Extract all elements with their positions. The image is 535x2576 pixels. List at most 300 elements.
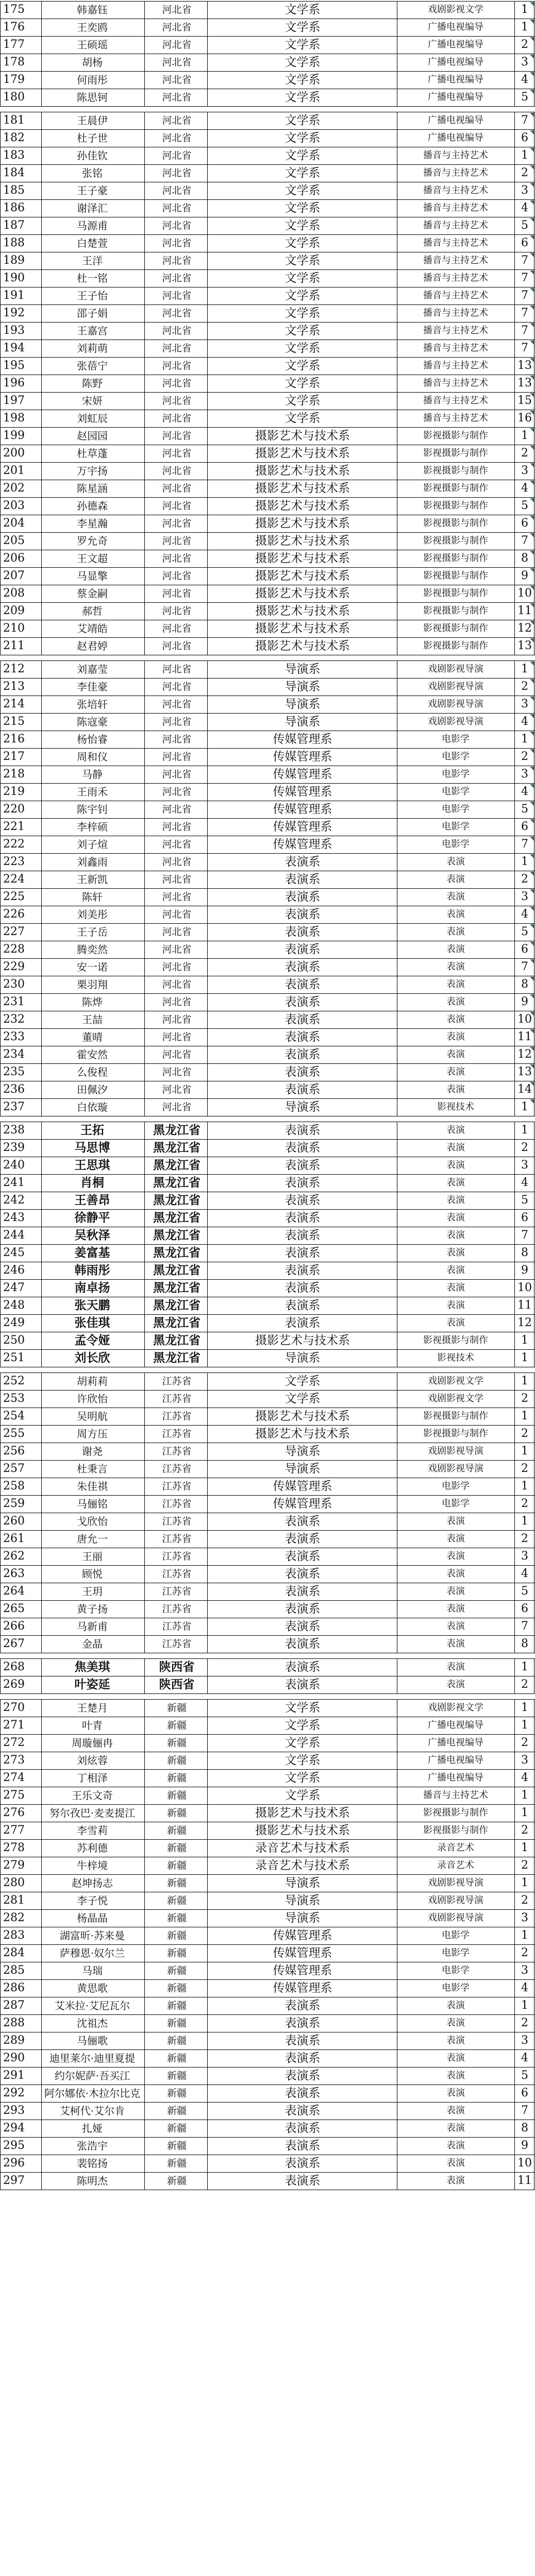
column-divider (144, 1279, 145, 1297)
column-divider (514, 445, 515, 462)
cell-marker-icon (530, 679, 534, 683)
cell-marker-icon (530, 130, 534, 134)
row-number-cell: 279 (3, 1859, 25, 1872)
row-number-cell: 195 (3, 359, 25, 372)
column-divider (514, 1676, 515, 1693)
column-divider (144, 1600, 145, 1618)
rank-cell: 13 (517, 1065, 532, 1078)
column-divider (41, 1769, 42, 1787)
department-cell: 表演系 (285, 1620, 321, 1633)
cell-marker-icon (530, 1012, 534, 1016)
table-row (0, 2049, 535, 2067)
department-cell: 表演系 (285, 1567, 321, 1581)
department-cell: 表演系 (285, 1602, 321, 1616)
department-cell: 导演系 (285, 1100, 321, 1114)
column-divider (144, 1734, 145, 1752)
column-divider (41, 2102, 42, 2120)
column-divider (41, 357, 42, 375)
major-cell: 表演 (446, 961, 465, 972)
row-number-cell: 196 (3, 377, 25, 389)
major-cell: 播音与主持艺术 (423, 343, 488, 353)
row-number-cell: 177 (3, 38, 25, 51)
column-divider (514, 2172, 515, 2190)
column-divider (514, 585, 515, 602)
column-divider (144, 462, 145, 480)
department-cell: 摄影艺术与技术系 (255, 1824, 350, 1837)
table-row (0, 1478, 535, 1495)
column-divider (207, 1063, 208, 1081)
major-cell: 电影学 (442, 804, 470, 815)
column-divider (41, 941, 42, 958)
province-cell: 河北省 (162, 1084, 192, 1095)
row-number-cell: 274 (3, 1771, 25, 1784)
column-divider (207, 497, 208, 515)
column-divider (0, 1787, 1, 1804)
column-divider (41, 1122, 42, 1139)
department-cell: 导演系 (285, 1894, 321, 1907)
column-divider (514, 375, 515, 392)
column-divider (41, 906, 42, 923)
table-row (0, 1425, 535, 1443)
province-cell: 新疆 (166, 2140, 187, 2151)
rank-cell: 10 (517, 1013, 532, 1026)
column-divider (41, 164, 42, 182)
major-cell: 表演 (446, 2035, 465, 2046)
student-name-cell: 周方压 (77, 1428, 108, 1440)
rank-cell: 2 (521, 1859, 528, 1872)
department-cell: 表演系 (285, 855, 321, 869)
column-divider (41, 2014, 42, 2032)
student-name-cell: 阿尔娜依·木拉尔比克 (44, 2087, 141, 2099)
column-divider (514, 1752, 515, 1769)
table-row (0, 2137, 535, 2155)
rank-cell: 4 (521, 73, 528, 86)
rank-cell: 11 (517, 1030, 532, 1043)
column-divider (207, 731, 208, 748)
table-row (0, 2084, 535, 2102)
column-divider (0, 1192, 1, 1209)
row-number-cell: 242 (3, 1194, 25, 1207)
column-divider (0, 1028, 1, 1046)
column-divider (0, 112, 1, 129)
rank-cell: 5 (521, 2069, 528, 2082)
cell-marker-icon (530, 662, 534, 666)
major-cell: 戏剧影视文学 (428, 1393, 483, 1404)
row-number-cell: 203 (3, 499, 25, 512)
column-divider (0, 410, 1, 427)
province-cell: 河北省 (162, 39, 192, 50)
province-cell: 河北省 (162, 465, 192, 477)
row-number-cell: 277 (3, 1824, 25, 1837)
rank-cell: 12 (517, 1048, 532, 1061)
column-divider (207, 976, 208, 993)
column-divider (207, 818, 208, 836)
department-cell: 表演系 (285, 1660, 321, 1674)
rank-cell: 5 (521, 499, 528, 512)
row-number-cell: 232 (3, 1013, 25, 1026)
student-name-cell: 陈思钶 (77, 91, 108, 104)
column-divider (207, 1262, 208, 1279)
column-divider (144, 322, 145, 340)
table-row (0, 585, 535, 602)
column-divider (514, 1046, 515, 1063)
column-divider (144, 1122, 145, 1139)
cell-marker-icon (530, 837, 534, 841)
table-row (0, 1892, 535, 1909)
column-divider (514, 1460, 515, 1478)
cell-marker-icon (530, 802, 534, 806)
column-divider (41, 54, 42, 71)
cell-marker-icon (530, 481, 534, 485)
student-name-cell: 蔡金嗣 (77, 587, 108, 600)
province-cell: 黑龙江省 (153, 1123, 200, 1137)
province-cell: 河北省 (162, 751, 192, 762)
student-name-cell: 周和仪 (77, 751, 108, 763)
table-row (0, 766, 535, 783)
province-cell: 河北省 (162, 874, 192, 885)
table-row (0, 1839, 535, 1857)
column-divider (514, 234, 515, 252)
major-cell: 广播电视编导 (428, 132, 483, 143)
table-row (0, 1244, 535, 1262)
column-divider (41, 71, 42, 89)
column-divider (207, 620, 208, 637)
column-divider (144, 1495, 145, 1513)
column-divider (514, 1332, 515, 1349)
rank-cell: 1 (521, 855, 528, 868)
student-name-cell: 马新甫 (77, 1620, 108, 1633)
major-cell: 戏剧影视导演 (428, 1877, 483, 1888)
student-name-cell: 李梓硕 (77, 821, 108, 833)
rank-cell: 7 (521, 307, 528, 319)
table-row (0, 340, 535, 357)
column-divider (207, 1979, 208, 1997)
row-number-cell: 263 (3, 1567, 25, 1580)
column-divider (41, 1063, 42, 1081)
column-divider (144, 1565, 145, 1583)
cell-marker-icon (530, 446, 534, 450)
major-cell: 影视摄影与制作 (423, 518, 488, 529)
row-number-cell: 245 (3, 1246, 25, 1259)
table-row (0, 322, 535, 340)
major-cell: 电影学 (442, 839, 470, 850)
rank-cell: 1 (521, 1480, 528, 1493)
province-cell: 河北省 (162, 535, 192, 547)
column-divider (41, 375, 42, 392)
column-divider (0, 340, 1, 357)
column-divider (0, 1081, 1, 1098)
column-divider (144, 1192, 145, 1209)
student-name-cell: 王子豪 (77, 184, 108, 197)
major-cell: 电影学 (442, 1481, 470, 1492)
cell-marker-icon (530, 516, 534, 520)
column-divider (41, 1944, 42, 1962)
column-divider (144, 1332, 145, 1349)
column-divider (41, 2032, 42, 2049)
column-divider (207, 836, 208, 853)
column-divider (207, 1, 208, 19)
province-cell: 江苏省 (162, 1621, 192, 1632)
column-divider (514, 1979, 515, 1997)
column-divider (0, 818, 1, 836)
column-divider (514, 1297, 515, 1314)
cell-marker-icon (530, 341, 534, 345)
column-divider (41, 2155, 42, 2172)
rank-cell: 8 (521, 1637, 528, 1650)
student-name-cell: 艾米拉·艾尼瓦尔 (54, 1999, 130, 2012)
department-cell: 表演系 (285, 1246, 321, 1260)
province-cell: 河北省 (162, 343, 192, 354)
student-name-cell: 湖富昕·苏来曼 (59, 1929, 125, 1942)
table-row (0, 1927, 535, 1944)
column-divider (514, 801, 515, 818)
column-divider (144, 2049, 145, 2067)
major-cell: 播音与主持艺术 (423, 273, 488, 283)
column-divider (514, 1734, 515, 1752)
province-cell: 河北省 (162, 570, 192, 582)
column-divider (207, 269, 208, 287)
table-row (0, 1769, 535, 1787)
cell-marker-icon (530, 603, 534, 607)
column-divider (207, 660, 208, 678)
major-cell: 电影学 (442, 1982, 470, 1993)
table-row (0, 445, 535, 462)
column-divider (0, 2049, 1, 2067)
column-divider (207, 871, 208, 888)
column-divider (144, 54, 145, 71)
rank-cell: 5 (521, 219, 528, 232)
department-cell: 表演系 (285, 873, 321, 886)
rank-cell: 6 (521, 1602, 528, 1615)
column-divider (514, 112, 515, 129)
department-cell: 文学系 (285, 272, 321, 285)
rank-cell: 4 (521, 482, 528, 495)
student-name-cell: 王嘉宫 (77, 325, 108, 337)
column-divider (207, 1192, 208, 1209)
major-cell: 表演 (446, 1247, 465, 1258)
column-divider (144, 818, 145, 836)
department-cell: 表演系 (285, 2104, 321, 2117)
student-name-cell: 孙德森 (77, 500, 108, 512)
row-number-cell: 221 (3, 820, 25, 833)
student-name-cell: 杜一铭 (77, 272, 108, 284)
column-divider (207, 1839, 208, 1857)
column-divider (41, 1443, 42, 1460)
column-divider (207, 1717, 208, 1734)
table-row (0, 923, 535, 941)
province-cell: 新疆 (166, 2175, 187, 2187)
table-row (0, 1997, 535, 2014)
column-divider (0, 1804, 1, 1822)
row-number-cell: 215 (3, 715, 25, 728)
column-divider (207, 19, 208, 36)
row-number-cell: 269 (3, 1678, 25, 1691)
province-cell: 河北省 (162, 150, 192, 161)
column-divider (207, 304, 208, 322)
column-divider (144, 147, 145, 164)
major-cell: 广播电视编导 (428, 92, 483, 103)
province-cell: 河北省 (162, 1049, 192, 1060)
row-number-cell: 220 (3, 803, 25, 816)
cell-marker-icon (530, 697, 534, 701)
column-divider (41, 2049, 42, 2067)
cell-marker-icon (530, 533, 534, 537)
rank-cell: 11 (517, 2174, 532, 2187)
rank-cell: 9 (521, 2139, 528, 2152)
rank-cell: 7 (521, 324, 528, 337)
cell-marker-icon (530, 1082, 534, 1086)
column-divider (144, 71, 145, 89)
column-divider (41, 678, 42, 696)
rank-cell: 6 (521, 131, 528, 144)
column-divider (0, 1495, 1, 1513)
rank-cell: 1 (521, 1876, 528, 1889)
column-divider (514, 1227, 515, 1244)
column-divider (41, 1460, 42, 1478)
department-cell: 文学系 (285, 21, 321, 34)
column-divider (0, 1927, 1, 1944)
student-name-cell: 艾靖皓 (77, 622, 108, 635)
column-divider (514, 1192, 515, 1209)
column-divider (207, 1804, 208, 1822)
row-number-cell: 243 (3, 1211, 25, 1224)
major-cell: 表演 (446, 2000, 465, 2011)
column-divider (207, 199, 208, 217)
table-row (0, 2102, 535, 2120)
student-name-cell: 白依璇 (77, 1101, 108, 1113)
column-divider (207, 2049, 208, 2067)
student-name-cell: 宋妍 (82, 395, 103, 407)
rank-cell: 2 (521, 750, 528, 763)
rank-cell: 1 (521, 733, 528, 745)
student-name-cell: 李佳豪 (77, 681, 108, 693)
column-divider (207, 923, 208, 941)
student-name-cell: 刘子煊 (77, 838, 108, 851)
major-cell: 影视摄影与制作 (423, 500, 488, 511)
column-divider (0, 1635, 1, 1653)
student-name-cell: 张天鹏 (74, 1298, 110, 1312)
table-row (0, 1349, 535, 1367)
row-number-cell: 280 (3, 1876, 25, 1889)
column-divider (41, 287, 42, 304)
cell-marker-icon (530, 306, 534, 310)
column-divider (41, 1209, 42, 1227)
table-row (0, 958, 535, 976)
province-cell: 江苏省 (162, 1498, 192, 1510)
department-cell: 表演系 (285, 1281, 321, 1295)
column-divider (514, 958, 515, 976)
department-cell: 文学系 (285, 38, 321, 52)
province-cell: 河北省 (162, 115, 192, 126)
table-row (0, 906, 535, 923)
student-name-cell: 胡杨 (82, 56, 103, 69)
column-divider (514, 906, 515, 923)
row-number-cell: 286 (3, 1981, 25, 1994)
major-cell: 影视摄影与制作 (423, 535, 488, 546)
column-divider (514, 1839, 515, 1857)
table-row (0, 2155, 535, 2172)
column-divider (0, 1752, 1, 1769)
department-cell: 表演系 (285, 2139, 321, 2153)
student-name-cell: 顾悦 (82, 1568, 103, 1580)
column-divider (207, 1028, 208, 1046)
column-divider (41, 129, 42, 147)
department-cell: 表演系 (285, 995, 321, 1009)
row-number-cell: 272 (3, 1736, 25, 1749)
column-divider (0, 1676, 1, 1693)
column-divider (144, 1717, 145, 1734)
major-cell: 影视摄影与制作 (423, 448, 488, 459)
row-number-cell: 268 (3, 1660, 25, 1673)
student-name-cell: 郝哲 (82, 605, 103, 617)
column-divider (41, 1157, 42, 1174)
major-cell: 戏剧影视文学 (428, 1376, 483, 1386)
table-row (0, 1157, 535, 1174)
row-number-cell: 202 (3, 482, 25, 495)
column-divider (207, 2172, 208, 2190)
rank-cell: 2 (521, 1894, 528, 1907)
major-cell: 表演 (446, 2088, 465, 2098)
column-divider (144, 1962, 145, 1979)
department-cell: 文学系 (285, 184, 321, 197)
row-number-cell: 235 (3, 1065, 25, 1078)
column-divider (0, 620, 1, 637)
major-cell: 戏剧影视导演 (428, 1912, 483, 1923)
province-cell: 河北省 (162, 273, 192, 284)
column-divider (207, 1478, 208, 1495)
rank-cell: 7 (521, 838, 528, 851)
column-divider (144, 923, 145, 941)
column-divider (41, 1227, 42, 1244)
table-row (0, 602, 535, 620)
department-cell: 文学系 (285, 1392, 321, 1405)
department-cell: 摄影艺术与技术系 (255, 534, 350, 548)
column-divider (41, 585, 42, 602)
column-divider (0, 199, 1, 217)
column-divider (144, 427, 145, 445)
student-name-cell: 肖桐 (80, 1176, 104, 1190)
column-divider (41, 199, 42, 217)
column-divider (207, 1857, 208, 1874)
province-cell: 河北省 (162, 92, 192, 103)
column-divider (41, 392, 42, 410)
cell-marker-icon (530, 288, 534, 292)
column-divider (144, 357, 145, 375)
student-name-cell: 韩雨彤 (74, 1263, 110, 1277)
major-cell: 播音与主持艺术 (423, 308, 488, 318)
column-divider (144, 2172, 145, 2190)
rank-cell: 7 (521, 114, 528, 127)
column-divider (41, 637, 42, 655)
column-divider (514, 71, 515, 89)
column-divider (0, 976, 1, 993)
column-divider (41, 766, 42, 783)
row-number-cell: 184 (3, 166, 25, 179)
column-divider (144, 2067, 145, 2084)
department-cell: 表演系 (285, 2087, 321, 2100)
column-divider (207, 1122, 208, 1139)
column-divider (207, 54, 208, 71)
department-cell: 文学系 (285, 307, 321, 320)
block-bottom-border (0, 1693, 535, 1694)
row-number-cell: 239 (3, 1141, 25, 1154)
column-divider (0, 783, 1, 801)
column-divider (207, 1372, 208, 1390)
department-cell: 传媒管理系 (273, 1981, 332, 1995)
column-divider (41, 1658, 42, 1676)
table-row (0, 1314, 535, 1332)
column-divider (144, 1892, 145, 1909)
